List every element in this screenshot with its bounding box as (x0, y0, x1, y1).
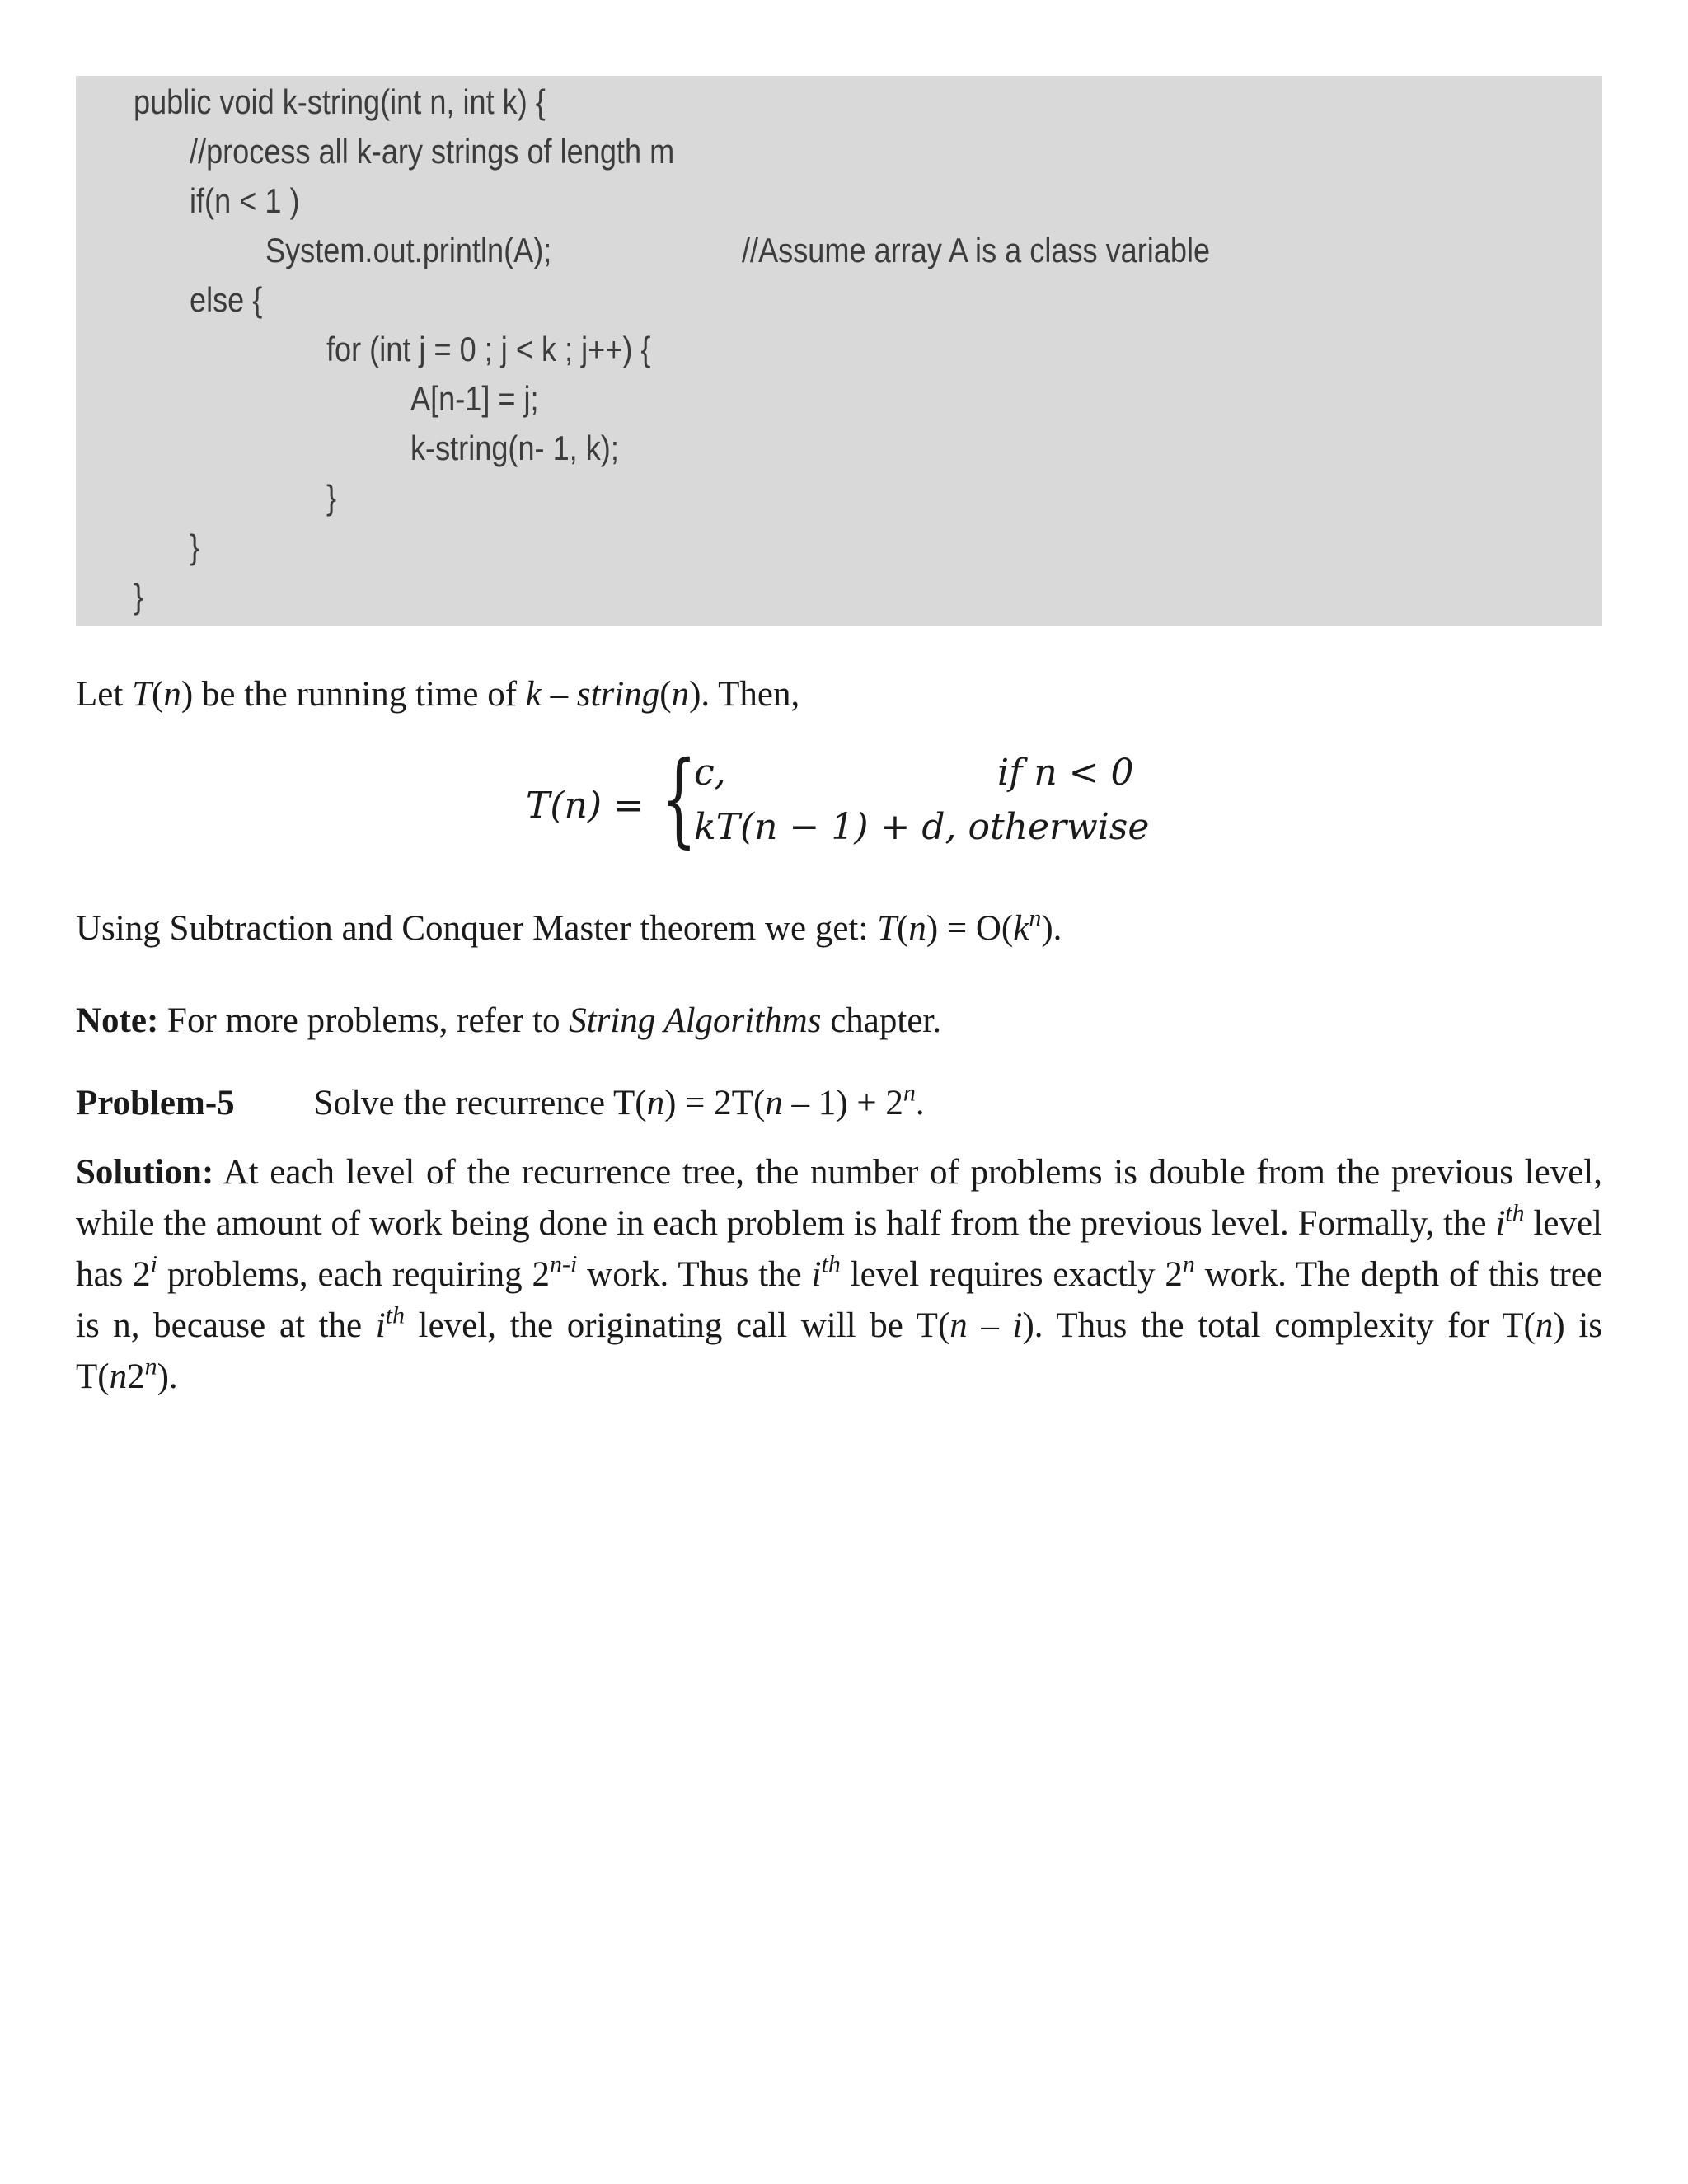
note-paragraph: Note: For more problems, refer to String Algorithms chapter. (76, 1001, 942, 1040)
code-comment: //Assume array A is a class variable (742, 231, 1211, 269)
code-line: else { (190, 280, 263, 319)
problem-heading: Problem-5 Solve the recurrence $T(n) = 2T(n - 1) + 2^n$. (76, 1079, 925, 1122)
solution-paragraph: Solution: At each level of the recurrence tree, the number of problems is double from the previous level, while the amount of work being done in each problem is half from the previous level. Formally, the $i^{th}$ level has 2$^i$ problems, each requiring 2$^{n-i}$ work. Thus the $i^{th}$ level requires exactly 2$^n$ work. The depth of this tree is n, because at the $i^{th}$ level, the originating call will be T(n – i). Thus the total complexity for T(n) is T(n2$^n$). (76, 1153, 1602, 1396)
code-line: } (190, 527, 200, 566)
code-line: if(n < 1 ) (190, 181, 300, 220)
code-line: } (326, 478, 337, 517)
recurrence-equation (519, 740, 1179, 859)
code-line: //process all k-ary strings of length m (190, 132, 675, 171)
case-1-value: c, (694, 752, 726, 794)
case-1-condition: if n < 0 (997, 752, 1134, 794)
problem-label: Problem-5 (76, 1084, 235, 1122)
code-line: } (134, 577, 144, 616)
code-line: A[n-1] = j; (410, 379, 539, 418)
code-block (76, 76, 1602, 626)
code-line: public void k-string(int n, int k) { (134, 82, 546, 121)
equation-lhs: T(n) = (526, 785, 655, 827)
master-theorem-paragraph: Using Subtraction and Conquer Master theorem we get: $T(n) = O(k^n)$. (76, 904, 1062, 948)
code-line: System.out.println(A); (265, 231, 552, 269)
left-brace: { (661, 740, 697, 859)
code-line: k-string(n- 1, k); (410, 429, 619, 467)
case-2: kT(n − 1) + d, otherwise (694, 806, 1150, 848)
code-line: for (int j = 0 ; j < k ; j++) { (326, 330, 651, 368)
intro-paragraph: Let T(n) be the running time of k – string(n). Then, (76, 675, 800, 714)
